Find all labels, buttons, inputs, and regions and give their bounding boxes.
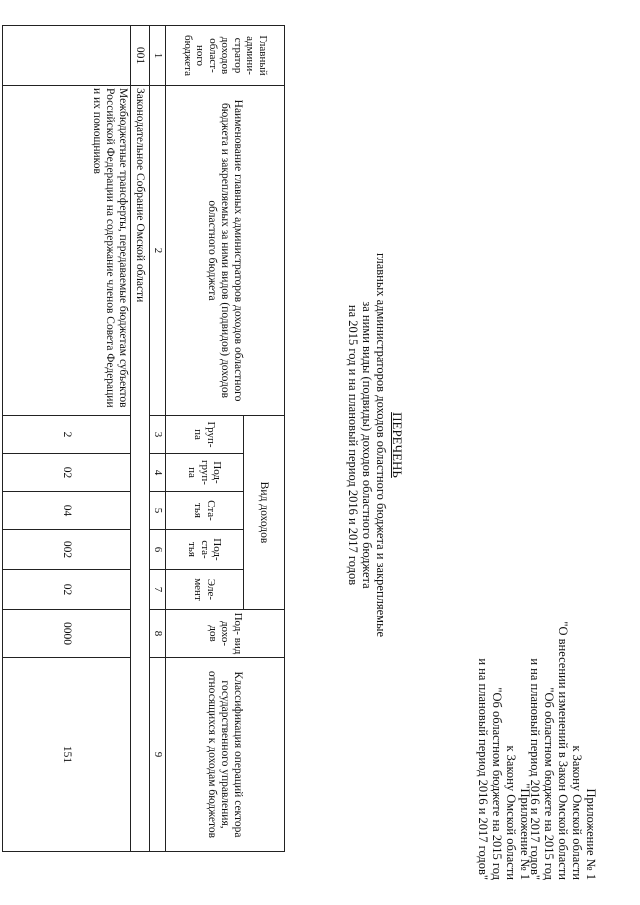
header-line: к Закону Омской области (504, 745, 518, 880)
row-podvid: 0000 (3, 610, 131, 658)
row-group: 2 (3, 416, 131, 454)
column-number: 6 (150, 530, 166, 570)
title-line: на 2015 год и на плановый период 2016 и 2017 годов (346, 304, 360, 586)
header-line: "Приложение № 1 (518, 783, 532, 880)
original-appendix-header (476, 658, 532, 880)
group-header: Груп- па (166, 416, 244, 454)
revenue-administrators-table (2, 25, 285, 852)
column-number: 4 (150, 454, 166, 492)
column-number: 9 (150, 658, 166, 852)
row-article: 04 (3, 492, 131, 530)
section-code: 001 (131, 26, 150, 86)
row-kosgu: 151 (3, 658, 131, 852)
row-subgroup: 02 (3, 454, 131, 492)
subtype-header: Под- вид дохо- дов (166, 610, 285, 658)
article-header: Ста- тья (166, 492, 244, 530)
header-line: и на плановый период 2016 и 2017 годов" (528, 658, 542, 880)
column-numbers-row (150, 26, 166, 852)
title-heading: ПЕРЕЧЕНЬ (390, 412, 405, 478)
row-subarticle: 002 (3, 530, 131, 570)
row-element: 02 (3, 570, 131, 610)
subgroup-header: Под- груп- па (166, 454, 244, 492)
column-number: 2 (150, 86, 166, 416)
table-row (3, 26, 131, 852)
column-number: 8 (150, 610, 166, 658)
header-row (244, 26, 285, 852)
column-number: 1 (150, 26, 166, 86)
element-header: Эле- мент (166, 570, 244, 610)
header-line: "О внесении изменений в Закон Омской области (556, 621, 570, 880)
column-number: 5 (150, 492, 166, 530)
appendix-header (528, 621, 598, 880)
classification-header: Классификация операций сектора государственного управления, относящихся к доходам бюджетов (166, 658, 285, 852)
subarticle-header: Под- ста- тья (166, 530, 244, 570)
header-line: "Об областном бюджете на 2015 год (490, 687, 504, 880)
document-title (346, 200, 404, 690)
header-line: "Об областном бюджете на 2015 год (542, 687, 556, 880)
column-number: 7 (150, 570, 166, 610)
revenue-type-header: Вид доходов (244, 416, 285, 610)
row-name: Межбюджетные трансферты, передаваемые бюджетам субъектов Российской Федерации на содержание членов Совета Федерации и их помощников (3, 86, 131, 416)
header-line: и на плановый период 2016 и 2017 годов" (476, 658, 490, 880)
name-header: Наименование главных администраторов доходов областного бюджета и закрепляемых за ними видов (подвидов) доходов областного бюджета (166, 86, 285, 416)
column-number: 3 (150, 416, 166, 454)
section-name: Законодательное Собрание Омской области (131, 86, 150, 852)
section-row (131, 26, 150, 852)
title-line: за ними виды (подвиды) доходов областного бюджета (360, 301, 374, 589)
header-line: Приложение № 1 (584, 788, 598, 880)
header-line: к Закону Омской области (570, 745, 584, 880)
title-line: главных администраторов доходов областного бюджета и закрепляемые (374, 252, 388, 638)
admin-code-header: Главный админи- стратор доходов област- ного бюджета (166, 26, 285, 86)
empty-cell (3, 26, 131, 86)
